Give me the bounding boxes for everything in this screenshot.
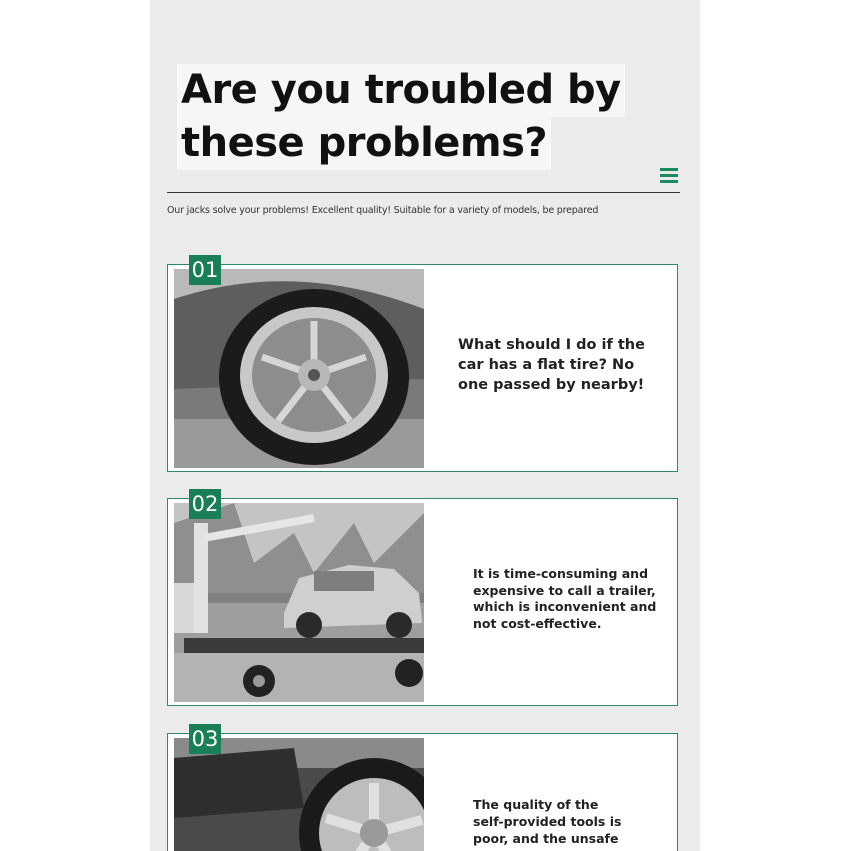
tow-truck-photo [174,503,424,702]
flat-tire-photo [174,269,424,468]
problem-number-badge: 03 [189,724,221,754]
title-line-1: Are you troubled by [177,64,625,117]
menu-icon[interactable] [660,168,678,184]
problem-text: What should I do if the car has a flat tire? No one passed by nearby! [458,337,645,393]
problem-number-badge: 01 [189,255,221,285]
problem-card-1 [167,258,678,472]
page-title [177,64,657,170]
subtitle: Our jacks solve your problems! Excellent quality! Suitable for a variety of models, be prepared [167,205,599,216]
car-wheel-photo [174,738,424,851]
divider [167,192,680,193]
content-panel [150,0,700,851]
title-line-2: these problems? [177,117,551,170]
problem-card-3 [167,727,678,851]
problem-text: It is time-consuming and expensive to call a trailer, which is inconvenient and not cost-effective. [473,566,657,631]
problem-text: The quality of the self-provided tools is poor, and the unsafe [473,797,622,846]
problem-number-badge: 02 [189,489,221,519]
problem-card-2 [167,492,678,706]
